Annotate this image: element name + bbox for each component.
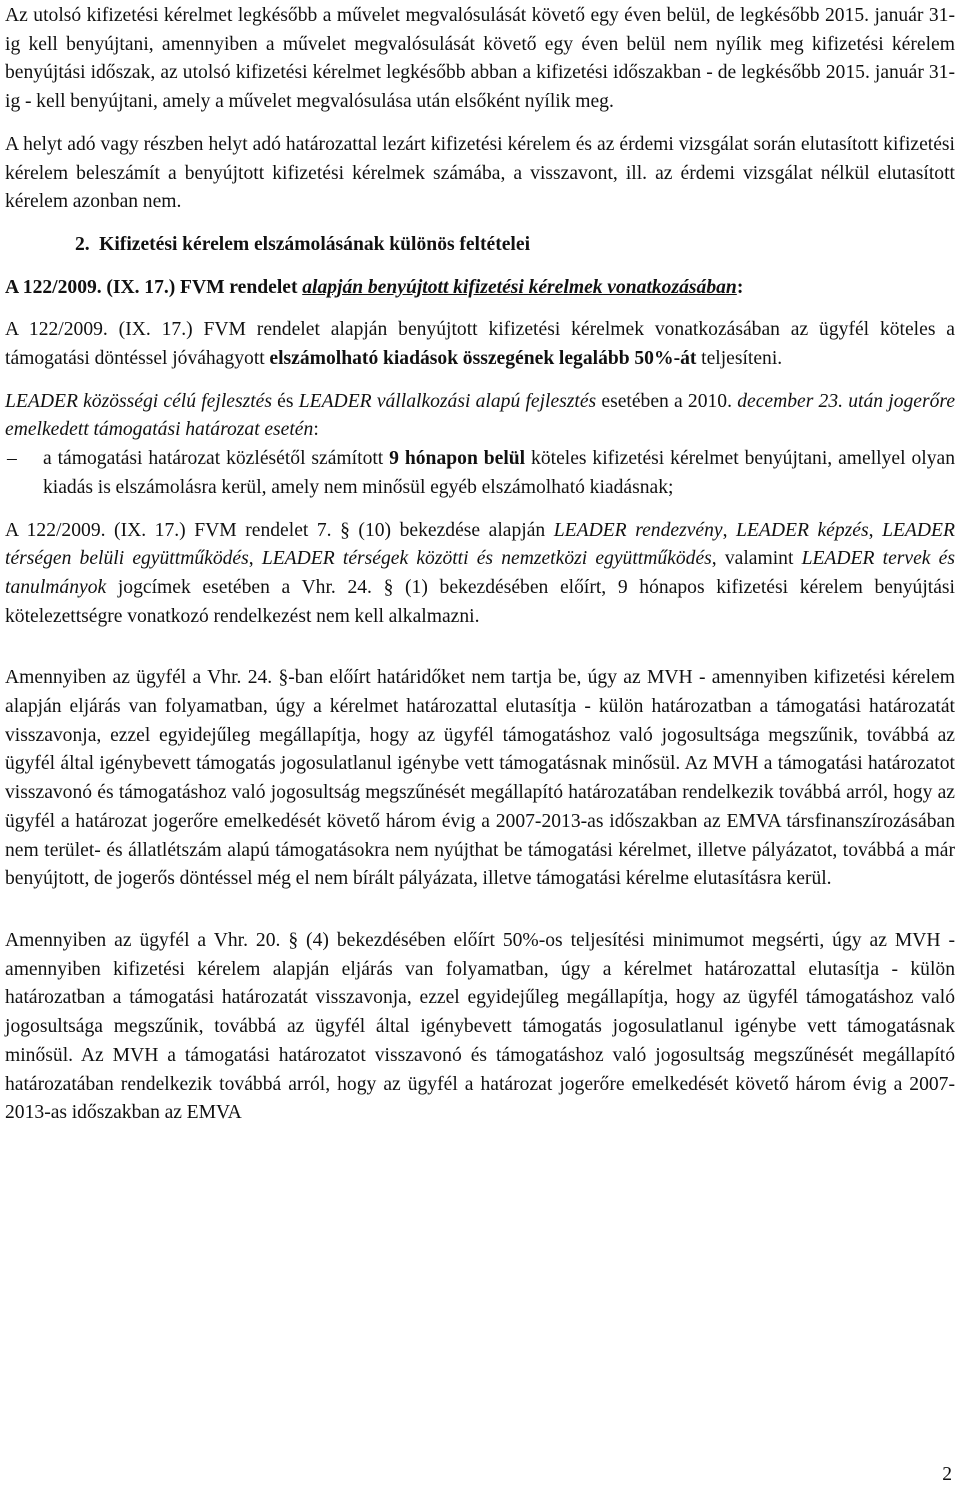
list-text-after: köteles kifizetési kérelmet benyújtani, amellyel olyan kiadás is elszámolásra kerül, amely nem minősül egyéb elszámolható kiadásnak; <box>43 448 955 498</box>
types-italic-3: LEADER térségen belüli együttműködés <box>5 519 955 570</box>
subheading-fvm-decree <box>5 274 955 303</box>
fifty-text-after: teljesíteni. <box>696 348 783 370</box>
types-text-6: jogcímek esetében a Vhr. 24. § (1) bekezdésében előírt, 9 hónapos kifizetési kérelem benyújtási kötelezettségre vonatkozó rendelkezést nem kell alkalmazni. <box>5 576 955 627</box>
subheading-bold: A 122/2009. (IX. 17.) FVM rendelet <box>5 276 303 298</box>
paragraph-leader-development <box>5 388 955 445</box>
types-text-4: , <box>248 548 262 570</box>
paragraph-fifty-percent <box>5 316 955 373</box>
list-bold: 9 hónapon belül <box>389 448 526 470</box>
paragraph-vhr-24: Amennyiben az ügyfél a Vhr. 24. §-ban előírt határidőket nem tartja be, úgy az MVH - amennyiben kifizetési kérelem alapján eljárás van folyamatban, úgy a kérelmet határozattal elutasítja - külön határozatban a támogatási határozatát visszavonja, ezzel egyidejűleg megállapítja, hogy az ügyfél támogatáshoz való jogosultsága megszűnik, továbbá az ügyfél által igénybevett támogatás jogosulatlanul igénybe vett támogatásnak minősül. Az MVH a támogatási határozatot visszavonó és támogatáshoz való jogosultság megszűnését megállapító határozatában rendelkezik továbbá arról, hogy az ügyfél a határozat jogerőre emelkedését követő három évig a 2007-2013-as időszakban az EMVA társfinanszírozásában nem terület- és állatlétszám alapú támogatásokra nem nyújthat be támogatási kérelmet, illetve pályázatot, továbbá a már benyújtott, de jogerős döntéssel még el nem bírált pályázata, illetve támogatási kérelme elutasításra kerül. <box>5 667 955 890</box>
types-text-2: , <box>722 519 737 541</box>
list-text-before: a támogatási határozat közlésétől számított <box>43 448 390 470</box>
list-item-nine-months <box>5 445 955 502</box>
leader-text-2: esetében a 2010. <box>596 390 738 412</box>
types-text-3: , <box>868 519 883 541</box>
types-italic-4: LEADER térségek közötti és nemzetközi együttműködés <box>261 548 712 570</box>
fifty-text-before: A 122/2009. (IX. 17.) FVM rendelet alapján benyújtott kifizetési kérelmek vonatkozásában az ügyfél köteles a támogatási döntéssel jóváhagyott <box>5 319 955 370</box>
types-text-5: , valamint <box>711 548 802 570</box>
types-text-1: A 122/2009. (IX. 17.) FVM rendelet 7. § (10) bekezdése alapján <box>5 519 554 541</box>
types-italic-1: LEADER rendezvény <box>553 519 723 541</box>
leader-text-1: és <box>271 390 299 412</box>
fifty-bold: elszámolható kiadások összegének legalább 50%-át <box>269 348 697 370</box>
dash-bullet: – <box>7 448 17 470</box>
leader-italic-1: LEADER közösségi célú fejlesztés <box>5 390 272 412</box>
section-number: 2. <box>75 233 90 255</box>
paragraph-final-payment-deadline: Az utolsó kifizetési kérelmet legkésőbb a művelet megvalósulását követő egy éven belül, de legkésőbb 2015. január 31-ig kell benyújtani, amennyiben a művelet megvalósulását követő egy éven belül nem nyílik meg kifizetési kérelem benyújtási időszak, az utolsó kifizetési kérelmet legkésőbb abban a kifizetési időszakban - de legkésőbb 2015. január 31-ig - kell benyújtani, amely a művelet megvalósulása után elsőként nyílik meg. <box>5 5 955 113</box>
paragraph-leader-types <box>5 517 955 632</box>
paragraph-counted-requests: A helyt adó vagy részben helyt adó határozattal lezárt kifizetési kérelem és az érdemi vizsgálat során elutasított kifizetési kérelem beleszámít a benyújtott kifizetési kérelmek számába, a visszavont, ill. az érdemi vizsgálat nélkül elutasított kérelem azonban nem. <box>5 133 955 213</box>
section-title: Kifizetési kérelem elszámolásának különös feltételei <box>99 233 531 255</box>
subheading-suffix: : <box>736 276 744 298</box>
subheading-italic-underlined: alapján benyújtott kifizetési kérelmek vonatkozásában <box>302 276 737 298</box>
leader-text-3: : <box>313 419 319 441</box>
leader-italic-3: december 23. után jogerőre emelkedett támogatási határozat esetén <box>5 390 956 441</box>
page-number: 2 <box>942 1464 952 1486</box>
types-italic-2: LEADER képzés <box>736 519 869 541</box>
paragraph-vhr-20: Amennyiben az ügyfél a Vhr. 20. § (4) bekezdésében előírt 50%-os teljesítési minimumot megsérti, úgy az MVH - amennyiben kifizetési kérelem alapján eljárás van folyamatban, úgy a kérelmet határozattal elutasítja - külön határozatban a támogatási határozatát visszavonja, ezzel egyidejűleg megállapítja, hogy az ügyfél támogatáshoz való jogosultsága megszűnik, továbbá az ügyfél által igénybevett támogatás jogosulatlanul igénybe vett támogatásnak minősül. Az MVH a támogatási határozatot visszavonó és támogatáshoz való jogosultság megszűnését megállapító határozatában rendelkezik továbbá arról, hogy az ügyfél a határozat jogerőre emelkedését követő három évig a 2007-2013-as időszakban az EMVA <box>5 929 955 1124</box>
types-italic-5: LEADER tervek és tanulmányok <box>5 548 955 598</box>
leader-italic-2: LEADER vállalkozási alapú fejlesztés <box>298 390 597 412</box>
section-heading <box>5 231 955 260</box>
